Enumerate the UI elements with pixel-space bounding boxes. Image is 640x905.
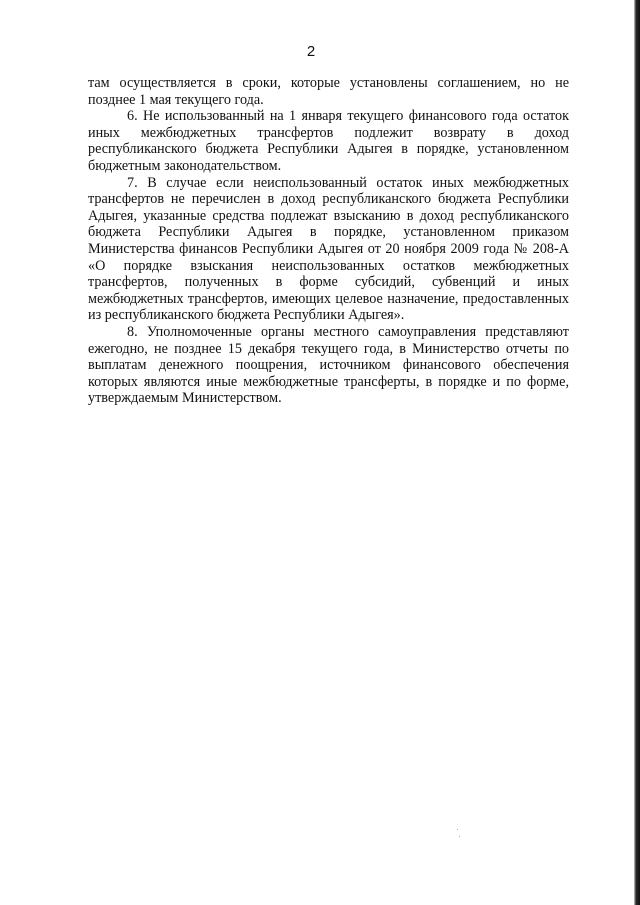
- scan-speck: [457, 829, 458, 830]
- paragraph-item-8: 8. Уполномоченные органы местного самоуправления представляют ежегодно, не позднее 15 декабря текущего года, в Министерство отчеты по выплатам денежного поощрения, источником финансового обеспечения которых являются иные межбюджетные трансферты, в порядке и по форме, утверждаемым Министерством.: [88, 323, 569, 407]
- paragraph-item-7: 7. В случае если неиспользованный остаток иных межбюджетных трансфертов не перечислен в доход республиканского бюджета Республики Адыгея, указанные средства подлежат взысканию в доход республиканского бюджета Республики Адыгея в порядке, установленном приказом Министерства финансов Республики Адыгея от 20 ноября 2009 года № 208-А «О порядке взыскания неиспользованных остатков межбюджетных трансфертов, полученных в форме субсидий, субвенций и иных межбюджетных трансфертов, имеющих целевое назначение, предоставленных из республиканского бюджета Республики Адыгея».: [88, 174, 569, 324]
- document-body: [88, 75, 569, 407]
- page-number: 2: [306, 43, 316, 60]
- paragraph-item-6: 6. Не использованный на 1 января текущего финансового года остаток иных межбюджетных трансфертов подлежит возврату в доход республиканского бюджета Республики Адыгея в порядке, установленном бюджетным законодательством.: [88, 108, 569, 174]
- paragraph-continuation: там осуществляется в сроки, которые установлены соглашением, но не позднее 1 мая текущего года.: [88, 75, 569, 108]
- scan-edge-shadow: [634, 0, 640, 905]
- scan-speck: [459, 836, 460, 837]
